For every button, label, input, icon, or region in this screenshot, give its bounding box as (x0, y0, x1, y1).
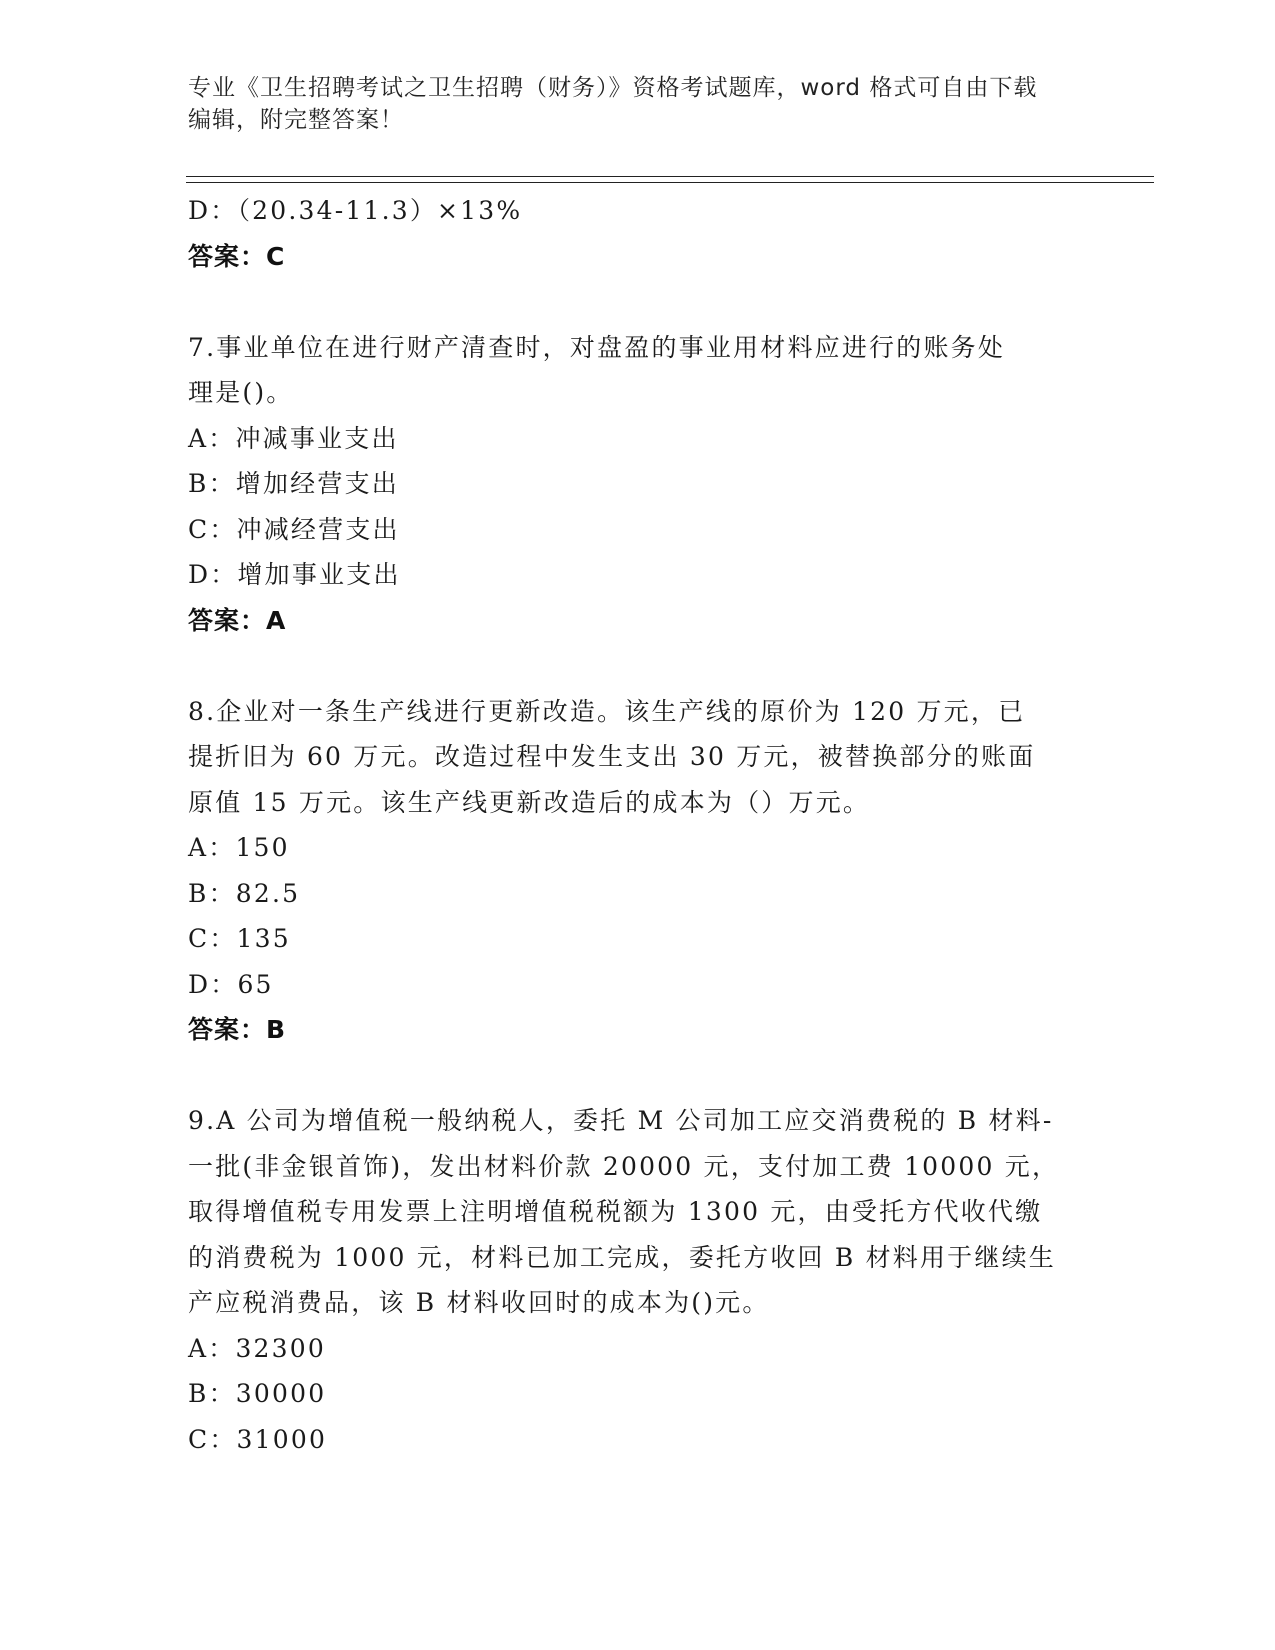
spacer (188, 279, 1078, 325)
q8-option-c: C：135 (188, 924, 291, 953)
q8-answer: 答案：B (188, 1015, 287, 1044)
q8-stem-line: 原值 15 万元。该生产线更新改造后的成本为（）万元。 (188, 787, 871, 817)
q9-option-a: A：32300 (188, 1333, 326, 1363)
q8-stem-line: 8.企业对一条生产线进行更新改造。该生产线的原价为 120 万元，已 (188, 696, 1026, 726)
question-6-tail (188, 188, 1078, 279)
header-divider-bottom (186, 182, 1154, 183)
document-header (188, 72, 1068, 136)
q7-answer: 答案：A (188, 605, 287, 635)
q9-stem-line: 产应税消费品，该 B 材料收回时的成本为()元。 (188, 1288, 770, 1317)
header-divider-top (186, 176, 1154, 177)
q9-stem-line: 9.A 公司为增值税一般纳税人，委托 M 公司加工应交消费税的 B 材料- (188, 1106, 1054, 1135)
q7-option-d: D：增加事业支出 (188, 560, 401, 589)
q6-answer: 答案：C (188, 241, 286, 271)
spacer (188, 643, 1078, 689)
q9-option-b: B：30000 (188, 1379, 327, 1408)
question-9 (188, 1098, 1078, 1462)
q9-stem-line: 一批(非金银首饰)，发出材料价款 20000 元，支付加工费 10000 元， (188, 1151, 1060, 1181)
q6-option-d: D：（20.34-11.3）×13% (188, 196, 523, 225)
q8-option-a: A：150 (188, 833, 290, 862)
q9-stem-line: 取得增值税专用发票上注明增值税税额为 1300 元，由受托方代收代缴 (188, 1197, 1043, 1226)
spacer (188, 1053, 1078, 1099)
q7-stem-line: 7.事业单位在进行财产清查时，对盘盈的事业用材料应进行的账务处 (188, 332, 1006, 362)
q9-stem-line: 的消费税为 1000 元，材料已加工完成，委托方收回 B 材料用于继续生 (188, 1242, 1056, 1272)
q7-option-a: A：冲减事业支出 (188, 423, 399, 453)
question-content (188, 188, 1078, 1462)
header-title-line-1: 专业《卫生招聘考试之卫生招聘（财务）》资格考试题库，word 格式可自由下载 (188, 75, 1038, 101)
q9-option-c: C：31000 (188, 1424, 328, 1454)
header-title-line-2: 编辑，附完整答案！ (188, 107, 404, 133)
question-8 (188, 689, 1078, 1053)
q8-option-b: B：82.5 (188, 878, 301, 908)
q7-option-c: C：冲减经营支出 (188, 514, 400, 544)
q8-stem-line: 提折旧为 60 万元。改造过程中发生支出 30 万元，被替换部分的账面 (188, 742, 1036, 771)
q7-option-b: B：增加经营支出 (188, 469, 399, 498)
question-7 (188, 325, 1078, 644)
q7-stem-line: 理是()。 (188, 378, 294, 407)
q8-option-d: D：65 (188, 969, 274, 999)
